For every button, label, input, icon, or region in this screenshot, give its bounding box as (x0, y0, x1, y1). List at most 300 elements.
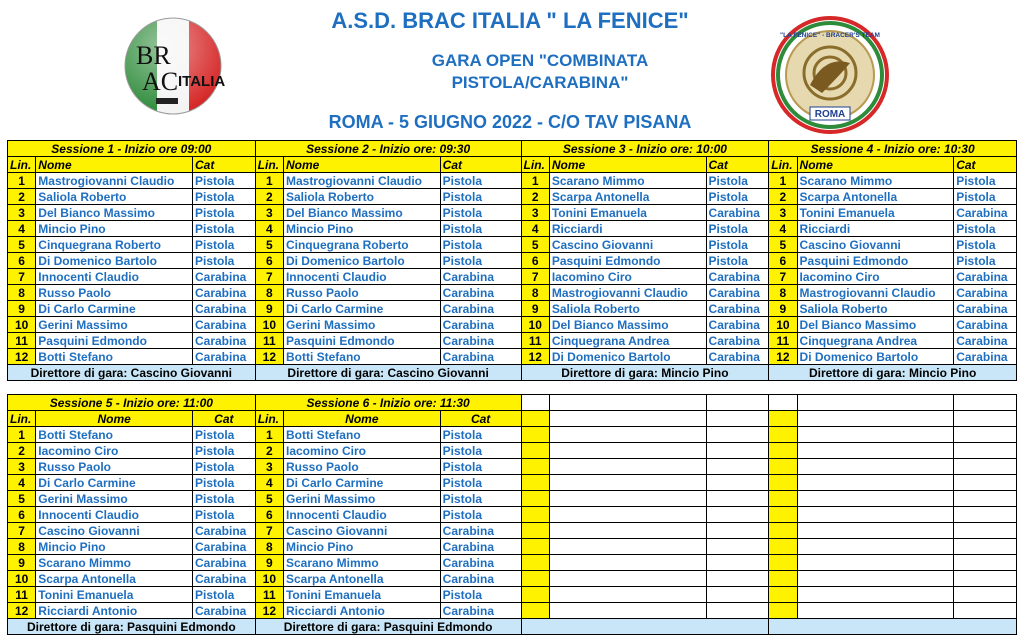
competitor-category: Pistola (192, 459, 255, 475)
empty-cell (797, 587, 954, 603)
lane-number: 5 (8, 491, 36, 507)
competitor-category: Pistola (440, 173, 521, 189)
empty-cell (521, 571, 549, 587)
column-header-nome: Nome (797, 157, 954, 173)
empty-cell (769, 571, 797, 587)
competitor-category: Carabina (192, 539, 255, 555)
competitor-name: Saliola Roberto (549, 301, 706, 317)
column-header-cat: Cat (192, 157, 255, 173)
competitor-category: Carabina (192, 555, 255, 571)
competitor-name: Mastrogiovanni Claudio (549, 285, 706, 301)
competitor-name: Tonini Emanuela (36, 587, 193, 603)
lane-number: 1 (8, 173, 36, 189)
competitor-category: Pistola (192, 587, 255, 603)
competitor-name: Gerini Massimo (283, 317, 440, 333)
lane-number: 3 (255, 459, 283, 475)
empty-cell (706, 571, 769, 587)
table-row (8, 221, 1017, 237)
empty-cell (769, 603, 797, 619)
competitor-name: Tonini Emanuela (549, 205, 706, 221)
competitor-category: Pistola (440, 459, 521, 475)
lane-number: 10 (769, 317, 797, 333)
competitor-category: Carabina (706, 269, 769, 285)
empty-cell (797, 395, 954, 411)
lane-number: 6 (255, 507, 283, 523)
empty-cell (706, 427, 769, 443)
lane-number: 4 (255, 221, 283, 237)
competitor-category: Carabina (706, 333, 769, 349)
competitor-category: Pistola (192, 173, 255, 189)
competitor-name: Mincio Pino (283, 221, 440, 237)
competitor-category: Carabina (954, 205, 1017, 221)
lane-number: 7 (521, 269, 549, 285)
competitor-category: Pistola (440, 205, 521, 221)
lane-number: 2 (255, 189, 283, 205)
table-row (8, 253, 1017, 269)
competitor-name: Botti Stefano (283, 427, 440, 443)
competitor-name: Cinquegrana Andrea (549, 333, 706, 349)
competitor-name: Mincio Pino (36, 221, 193, 237)
competitor-name: Saliola Roberto (797, 301, 954, 317)
competitor-name: Iacomino Ciro (797, 269, 954, 285)
lane-number: 8 (769, 285, 797, 301)
competitor-category: Carabina (706, 301, 769, 317)
competitor-category: Pistola (706, 237, 769, 253)
empty-cell (769, 411, 797, 427)
table-row (8, 301, 1017, 317)
empty-cell (521, 491, 549, 507)
empty-cell (797, 523, 954, 539)
svg-text:BR: BR (136, 41, 171, 70)
lane-number: 3 (769, 205, 797, 221)
column-header-nome: Nome (36, 157, 193, 173)
competitor-category: Carabina (440, 333, 521, 349)
empty-cell (549, 571, 706, 587)
competitor-name: Mincio Pino (36, 539, 193, 555)
empty-cell (521, 539, 549, 555)
empty-cell (706, 459, 769, 475)
empty-cell (797, 459, 954, 475)
empty-cell (706, 443, 769, 459)
session-title: Sessione 5 - Inizio ore: 11:00 (8, 395, 256, 411)
lane-number: 12 (8, 603, 36, 619)
fenice-logo-top-text: "LA FENICE" - BRACER'S TEAM (780, 32, 880, 39)
competitor-name: Russo Paolo (283, 285, 440, 301)
lane-number: 3 (8, 459, 36, 475)
lane-number: 6 (8, 253, 36, 269)
competitor-category: Pistola (192, 189, 255, 205)
lane-number: 9 (255, 301, 283, 317)
table-row (8, 475, 1017, 491)
empty-cell (549, 411, 706, 427)
lane-number: 9 (521, 301, 549, 317)
lane-number: 12 (255, 603, 283, 619)
event-venue-date: ROMA - 5 GIUGNO 2022 - C/O TAV PISANA (328, 112, 692, 132)
empty-cell (549, 603, 706, 619)
lane-number: 12 (521, 349, 549, 365)
empty-cell (521, 411, 549, 427)
competitor-name: Del Bianco Massimo (549, 317, 706, 333)
page-header (0, 0, 1023, 140)
lane-number: 2 (521, 189, 549, 205)
lane-number: 10 (255, 317, 283, 333)
lane-number: 6 (521, 253, 549, 269)
competitor-category: Pistola (706, 253, 769, 269)
lane-number: 8 (521, 285, 549, 301)
competitor-name: Gerini Massimo (36, 317, 193, 333)
column-header-cat: Cat (954, 157, 1017, 173)
lane-number: 12 (255, 349, 283, 365)
lane-number: 5 (255, 491, 283, 507)
competitor-category: Carabina (192, 603, 255, 619)
lane-number: 9 (8, 301, 36, 317)
competitor-name: Del Bianco Massimo (797, 317, 954, 333)
table-row (8, 507, 1017, 523)
empty-cell (521, 619, 769, 635)
competitor-category: Pistola (192, 507, 255, 523)
competitor-category: Pistola (192, 427, 255, 443)
empty-cell (769, 475, 797, 491)
competitor-category: Pistola (192, 221, 255, 237)
competitor-name: Di Carlo Carmine (36, 301, 193, 317)
competitor-name: Innocenti Claudio (283, 269, 440, 285)
lane-number: 2 (255, 443, 283, 459)
column-header-lin: Lin. (769, 157, 797, 173)
empty-cell (521, 475, 549, 491)
competitor-name: Di Carlo Carmine (36, 475, 193, 491)
lane-number: 6 (255, 253, 283, 269)
competitor-name: Botti Stefano (36, 427, 193, 443)
empty-cell (706, 555, 769, 571)
empty-cell (954, 395, 1017, 411)
competitor-category: Pistola (440, 507, 521, 523)
brac-italia-logo (112, 16, 234, 116)
competitor-category: Pistola (440, 253, 521, 269)
competitor-name: Saliola Roberto (36, 189, 193, 205)
empty-cell (549, 459, 706, 475)
competitor-name: Russo Paolo (36, 459, 193, 475)
lane-number: 11 (769, 333, 797, 349)
table-row (8, 205, 1017, 221)
race-director: Direttore di gara: Pasquini Edmondo (8, 619, 256, 635)
table-row (8, 285, 1017, 301)
competitor-category: Carabina (954, 269, 1017, 285)
competitor-category: Pistola (954, 221, 1017, 237)
competitor-category: Pistola (192, 475, 255, 491)
page-title: A.S.D. BRAC ITALIA " LA FENICE" (331, 8, 689, 33)
competitor-name: Cascino Giovanni (549, 237, 706, 253)
empty-cell (769, 491, 797, 507)
competitor-category: Pistola (440, 443, 521, 459)
lane-number: 1 (8, 427, 36, 443)
competitor-category: Pistola (954, 173, 1017, 189)
empty-cell (549, 555, 706, 571)
column-header-cat: Cat (706, 157, 769, 173)
competitor-name: Cascino Giovanni (797, 237, 954, 253)
competitor-category: Carabina (192, 301, 255, 317)
competitor-name: Innocenti Claudio (36, 269, 193, 285)
competitor-name: Mincio Pino (283, 539, 440, 555)
competitor-name: Innocenti Claudio (283, 507, 440, 523)
session-title: Sessione 1 - Inizio ore 09:00 (8, 141, 256, 157)
lane-number: 10 (255, 571, 283, 587)
competitor-category: Pistola (440, 427, 521, 443)
empty-cell (769, 523, 797, 539)
table-row (8, 349, 1017, 365)
empty-cell (549, 427, 706, 443)
competitor-category: Pistola (440, 475, 521, 491)
lane-number: 1 (521, 173, 549, 189)
empty-cell (706, 587, 769, 603)
race-director: Direttore di gara: Mincio Pino (769, 365, 1017, 381)
competitor-category: Carabina (440, 285, 521, 301)
column-header-lin: Lin. (8, 157, 36, 173)
column-header-lin: Lin. (255, 157, 283, 173)
competitor-name: Gerini Massimo (36, 491, 193, 507)
lane-number: 3 (8, 205, 36, 221)
competitor-name: Botti Stefano (283, 349, 440, 365)
competitor-name: Mastrogiovanni Claudio (36, 173, 193, 189)
lane-number: 5 (8, 237, 36, 253)
competitor-name: Pasquini Edmondo (36, 333, 193, 349)
lane-number: 4 (769, 221, 797, 237)
competitor-category: Pistola (440, 189, 521, 205)
lane-number: 11 (521, 333, 549, 349)
lane-number: 1 (255, 427, 283, 443)
competitor-category: Pistola (440, 221, 521, 237)
competitor-category: Pistola (440, 491, 521, 507)
empty-cell (521, 459, 549, 475)
table-row (8, 587, 1017, 603)
empty-cell (954, 603, 1017, 619)
empty-cell (769, 507, 797, 523)
race-director: Direttore di gara: Mincio Pino (521, 365, 769, 381)
sessions-table-top (7, 140, 1017, 381)
table-row (8, 491, 1017, 507)
competitor-name: Innocenti Claudio (36, 507, 193, 523)
lane-number: 11 (255, 333, 283, 349)
lane-number: 9 (255, 555, 283, 571)
competitor-category: Carabina (440, 301, 521, 317)
competitor-category: Carabina (954, 317, 1017, 333)
empty-cell (521, 555, 549, 571)
empty-cell (549, 443, 706, 459)
competitor-name: Saliola Roberto (283, 189, 440, 205)
competitor-name: Scarpa Antonella (283, 571, 440, 587)
column-header-cat: Cat (440, 411, 521, 427)
competitor-category: Pistola (954, 237, 1017, 253)
empty-cell (706, 523, 769, 539)
empty-cell (797, 443, 954, 459)
empty-cell (954, 459, 1017, 475)
competitor-name: Scarano Mimmo (283, 555, 440, 571)
competitor-name: Cinquegrana Roberto (36, 237, 193, 253)
lane-number: 8 (8, 539, 36, 555)
column-header-lin: Lin. (255, 411, 283, 427)
lane-number: 7 (255, 523, 283, 539)
empty-cell (549, 587, 706, 603)
competitor-category: Carabina (706, 205, 769, 221)
competitor-name: Scarpa Antonella (797, 189, 954, 205)
empty-cell (521, 587, 549, 603)
table-row (8, 189, 1017, 205)
lane-number: 7 (255, 269, 283, 285)
competitor-category: Carabina (706, 349, 769, 365)
empty-cell (706, 507, 769, 523)
empty-cell (549, 395, 706, 411)
table-row (8, 333, 1017, 349)
lane-number: 6 (8, 507, 36, 523)
lane-number: 5 (769, 237, 797, 253)
table-row (8, 523, 1017, 539)
empty-cell (954, 587, 1017, 603)
column-header-lin: Lin. (8, 411, 36, 427)
lane-number: 11 (8, 333, 36, 349)
empty-cell (954, 427, 1017, 443)
page-subtitle (350, 50, 730, 94)
competitor-category: Carabina (440, 539, 521, 555)
competitor-name: Di Domenico Bartolo (797, 349, 954, 365)
competitor-category: Carabina (192, 317, 255, 333)
competitor-name: Di Carlo Carmine (283, 301, 440, 317)
competitor-name: Iacomino Ciro (36, 443, 193, 459)
competitor-name: Iacomino Ciro (283, 443, 440, 459)
empty-cell (954, 507, 1017, 523)
empty-cell (521, 443, 549, 459)
empty-cell (769, 619, 1017, 635)
table-row (8, 443, 1017, 459)
empty-cell (549, 491, 706, 507)
competitor-name: Tonini Emanuela (283, 587, 440, 603)
lane-number: 1 (769, 173, 797, 189)
lane-number: 7 (8, 269, 36, 285)
fenice-logo-bottom-text: ROMA (814, 109, 846, 120)
race-director: Direttore di gara: Cascino Giovanni (255, 365, 521, 381)
lane-number: 7 (769, 269, 797, 285)
competitor-category: Pistola (192, 443, 255, 459)
competitor-category: Pistola (192, 205, 255, 221)
table-row (8, 571, 1017, 587)
column-header-cat: Cat (192, 411, 255, 427)
column-header-nome: Nome (36, 411, 193, 427)
competitor-category: Pistola (440, 587, 521, 603)
competitor-category: Carabina (192, 333, 255, 349)
race-director: Direttore di gara: Cascino Giovanni (8, 365, 256, 381)
empty-cell (954, 491, 1017, 507)
empty-cell (521, 427, 549, 443)
competitor-name: Ricciardi (797, 221, 954, 237)
empty-cell (954, 555, 1017, 571)
competitor-category: Carabina (440, 349, 521, 365)
session-title: Sessione 2 - Inizio ore: 09:30 (255, 141, 521, 157)
empty-cell (954, 443, 1017, 459)
lane-number: 10 (8, 317, 36, 333)
competitor-name: Di Carlo Carmine (283, 475, 440, 491)
empty-cell (797, 475, 954, 491)
competitor-name: Pasquini Edmondo (283, 333, 440, 349)
competitor-name: Scarpa Antonella (549, 189, 706, 205)
empty-cell (706, 491, 769, 507)
empty-cell (797, 411, 954, 427)
competitor-name: Del Bianco Massimo (283, 205, 440, 221)
empty-cell (797, 603, 954, 619)
competitor-category: Carabina (192, 571, 255, 587)
empty-cell (797, 555, 954, 571)
column-header-nome: Nome (283, 411, 440, 427)
competitor-name: Cascino Giovanni (36, 523, 193, 539)
competitor-name: Scarano Mimmo (549, 173, 706, 189)
competitor-name: Mastrogiovanni Claudio (283, 173, 440, 189)
lane-number: 10 (521, 317, 549, 333)
empty-cell (797, 539, 954, 555)
session-title: Sessione 6 - Inizio ore: 11:30 (255, 395, 521, 411)
table-row (8, 269, 1017, 285)
table-row (8, 317, 1017, 333)
session-title: Sessione 4 - Inizio ore: 10:30 (769, 141, 1017, 157)
competitor-name: Ricciardi Antonio (283, 603, 440, 619)
table-row (8, 603, 1017, 619)
empty-cell (521, 603, 549, 619)
lane-number: 8 (255, 539, 283, 555)
empty-cell (549, 475, 706, 491)
lane-number: 4 (521, 221, 549, 237)
empty-cell (797, 491, 954, 507)
lane-number: 3 (521, 205, 549, 221)
empty-cell (706, 603, 769, 619)
competitor-category: Carabina (954, 333, 1017, 349)
la-fenice-logo (770, 15, 890, 135)
competitor-name: Tonini Emanuela (797, 205, 954, 221)
competitor-category: Carabina (440, 555, 521, 571)
competitor-name: Scarpa Antonella (36, 571, 193, 587)
competitor-name: Scarano Mimmo (36, 555, 193, 571)
lane-number: 10 (8, 571, 36, 587)
empty-cell (769, 395, 797, 411)
competitor-category: Carabina (706, 317, 769, 333)
lane-number: 5 (521, 237, 549, 253)
empty-cell (706, 395, 769, 411)
lane-number: 2 (8, 443, 36, 459)
subtitle-line-2: PISTOLA/CARABINA" (451, 73, 629, 92)
subtitle-line-1: GARA OPEN "COMBINATA (431, 51, 649, 70)
empty-cell (954, 571, 1017, 587)
empty-cell (521, 507, 549, 523)
competitor-category: Pistola (954, 253, 1017, 269)
lane-number: 4 (255, 475, 283, 491)
competitor-category: Carabina (192, 523, 255, 539)
empty-cell (706, 411, 769, 427)
table-row (8, 427, 1017, 443)
table-row (8, 539, 1017, 555)
empty-cell (521, 523, 549, 539)
competitor-name: Cinquegrana Roberto (283, 237, 440, 253)
competitor-category: Carabina (954, 349, 1017, 365)
empty-cell (797, 507, 954, 523)
competitor-category: Pistola (706, 173, 769, 189)
empty-cell (954, 523, 1017, 539)
lane-number: 1 (255, 173, 283, 189)
empty-cell (954, 411, 1017, 427)
competitor-name: Scarano Mimmo (797, 173, 954, 189)
table-row (8, 173, 1017, 189)
competitor-name: Pasquini Edmondo (549, 253, 706, 269)
empty-cell (797, 571, 954, 587)
competitor-category: Pistola (706, 221, 769, 237)
empty-cell (954, 539, 1017, 555)
competitor-category: Pistola (706, 189, 769, 205)
lane-number: 9 (8, 555, 36, 571)
competitor-name: Iacomino Ciro (549, 269, 706, 285)
